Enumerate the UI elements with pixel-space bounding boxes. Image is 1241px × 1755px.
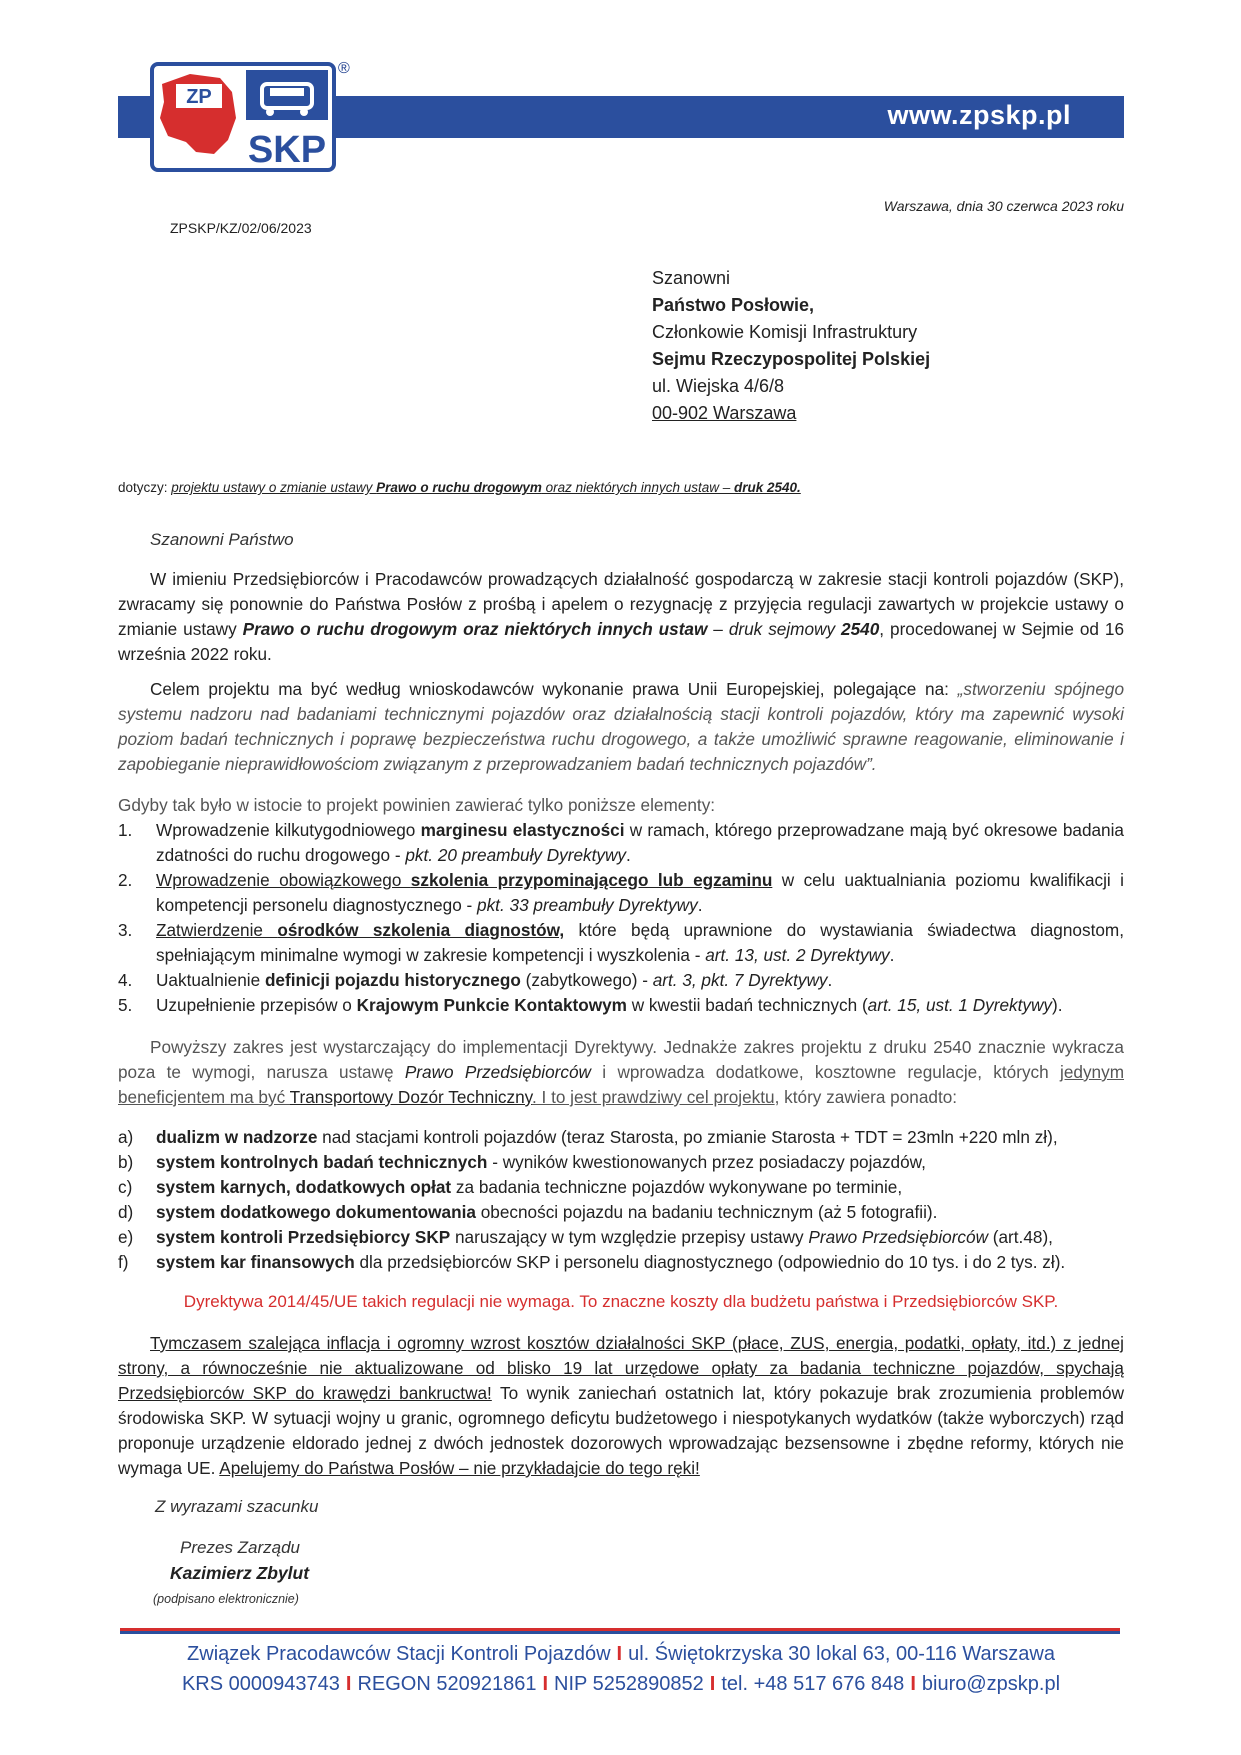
footer-ids [118,1673,1124,1696]
list-item [118,968,1124,993]
text: art. 13, ust. 2 Dyrektywy [705,945,890,965]
additional-regulations-list [118,1125,1124,1275]
footer-divider [120,1631,1120,1634]
text: . [827,970,833,990]
text: ośrodków szkolenia diagnostów, [277,920,565,940]
signature-role: Prezes Zarządu [180,1538,300,1557]
footer-email[interactable]: biuro@zpskp.pl [921,1673,1061,1695]
list-letter: f) [118,1252,129,1272]
text: Apelujemy do Państwa Posłów – nie przykładajcie do tego ręki! [219,1458,700,1478]
footer-nip: NIP 5252890852 [554,1673,704,1695]
text: Prawo Przedsiębiorców [404,1062,591,1082]
list-text [156,1175,1124,1200]
text: pkt. 20 preambuły Dyrektywy [405,845,627,865]
list-text [156,918,1124,968]
text: Tymczasem szalejąca inflacja i ogromny wzrost kosztów działalności SKP (płace, ZUS, energia, podatki, opłaty, itd.) z jednej strony, a równocześnie nie aktualizowane od blisko 19 lat urzędowe opłaty za badania techniczne pojazdów, spychają Przedsiębiorców SKP do krawędzi bankructwa! [118,1333,1124,1403]
list-number: 1. [118,820,133,840]
list-text [156,968,1124,993]
list-item [118,993,1124,1018]
logo-text-skp: SKP [247,129,327,171]
list-number: 4. [118,970,133,990]
regarding-text: oraz niektórych innych ustaw – [541,480,734,495]
list-text [156,1250,1124,1275]
list-item [118,868,1124,918]
regarding-line [118,480,801,495]
regarding-text: Prawo o ruchu drogowym [376,480,542,495]
text: za badania techniczne pojazdów wykonywane po terminie, [451,1177,903,1197]
text: (zabytkowego) - [520,970,653,990]
text: Prawo o ruchu drogowym oraz niektórych innych ustaw [242,619,708,639]
text: system kar finansowych [156,1252,355,1272]
list-number: 2. [118,870,133,890]
footer-phone[interactable]: tel. +48 517 676 848 [721,1673,905,1695]
text: . I to jest prawdziwy cel projektu [531,1087,775,1107]
address-line: Szanowni [652,268,731,288]
text: – [707,619,729,639]
text: Wprowadzenie kilkutygodniowego [156,820,421,840]
text: (art.48), [988,1227,1053,1247]
reference-number: ZPSKP/KZ/02/06/2023 [170,220,312,236]
text: system kontrolnych badań technicznych [156,1152,488,1172]
text: art. 3, pkt. 7 Dyrektywy [652,970,828,990]
text: . [697,895,703,915]
address-line: ul. Wiejska 4/6/8 [652,376,785,396]
text: definicji pojazdu historycznego [264,970,521,990]
text: Wprowadzenie obowiązkowego [156,870,411,890]
regarding-label: dotyczy: [118,480,172,495]
text: system karnych, dodatkowych opłat [156,1177,452,1197]
list-item [118,1225,1124,1250]
text: , który zawiera ponadto: [774,1087,958,1107]
list-item [118,1125,1124,1150]
recipient-address [652,265,930,427]
footer-separator: I [709,1673,716,1695]
list-text [156,1150,1124,1175]
paragraph-appeal [118,1331,1124,1481]
footer-separator: I [345,1673,352,1695]
signature-name: Kazimierz Zbylut [170,1563,310,1583]
list-letter: e) [118,1227,134,1247]
zpskp-logo [150,62,336,172]
text: szkolenia przypominającego lub egzaminu [410,870,773,890]
list-text [156,1200,1124,1225]
footer-separator: I [910,1673,916,1695]
footer-street: ul. Świętokrzyska 30 lokal 63, 00-116 Warszawa [628,1643,1055,1665]
registered-mark: ® [338,60,350,77]
regarding-text: projektu ustawy o zmianie ustawy [171,480,377,495]
text: system dodatkowego dokumentowania [156,1202,476,1222]
text: nad stacjami kontroli pojazdów (teraz Starosta, po zmianie Starosta + TDT = 23mln +220 mln zł), [317,1127,1058,1147]
text: jedynym beneficjentem ma być [118,1062,1125,1107]
list-item [118,1150,1124,1175]
list-letter: b) [118,1152,134,1172]
address-line: Sejmu Rzeczypospolitej Polskiej [652,349,931,369]
text: , procedowanej w Sejmie od 16 września 2022 roku. [118,619,1125,664]
paragraph-scope [118,1035,1124,1110]
list-text [156,1125,1124,1150]
footer-org: Związek Pracodawców Stacji Kontroli Pojazdów [187,1643,611,1665]
list-letter: a) [118,1127,134,1147]
directive-note: Dyrektywa 2014/45/UE takich regulacji nie wymaga. To znaczne koszty dla budżetu państwa i Przedsiębiorców SKP. [183,1292,1059,1311]
list-item [118,1175,1124,1200]
text: które będą uprawnione do wystawiania świadectwa diagnostom, spełniającym minimalne wymogi w zakresie kompetencji i wyszkolenia - [156,920,1124,965]
text: Celem projektu ma być według wnioskodawców wykonanie prawa Unii Europejskiej, polegające na: [150,679,958,699]
regarding-text: druk 2540. [733,480,801,495]
required-elements-list [118,818,1124,1018]
text: system kontroli Przedsiębiorcy SKP [156,1227,451,1247]
text: art. 15, ust. 1 Dyrektywy [867,995,1053,1015]
paragraph-goal [118,677,1124,777]
footer-address [118,1643,1124,1666]
footer-regon: REGON 520921861 [357,1673,537,1695]
text: ). [1052,995,1063,1015]
address-line: 00-902 Warszawa [652,403,797,423]
text: obecności pojazdu na badaniu technicznym (aż 5 fotografii). [475,1202,938,1222]
text: W imieniu Przedsiębiorców i Pracodawców prowadzących działalność gospodarczą w zakresie stacji kontroli pojazdów (SKP), zwracamy się ponownie do Państwa Posłów z prośbą i apelem o rezygnację z przyjęcia regulacji zawartych w projekcie ustawy o zmianie ustawy [118,569,1124,639]
text: naruszający w tym względzie przepisy ustawy [450,1227,809,1247]
closing: Z wyrazami szacunku [155,1497,319,1516]
text: Transportowy Dozór Techniczny [289,1087,532,1107]
list-item [118,1250,1124,1275]
list-item [118,918,1124,968]
list-item [118,1200,1124,1225]
text: . [626,845,631,865]
list-text [156,868,1124,918]
list-number: 5. [118,995,133,1015]
list-number: 3. [118,920,133,940]
quote: „stworzeniu spójnego systemu nadzoru nad badaniami technicznymi pojazdów oraz działalnością stacji kontroli pojazdów, który ma zapewnić wysoki poziom badań technicznych i poprawę bezpieczeństwa ruchu drogowego, a także umożliwić sprawne reagowanie, eliminowanie i zapobieganie nieprawidłowościom związanym z przeprowadzaniem badań technicznych pojazdów”. [118,679,1125,774]
letter-date: Warszawa, dnia 30 czerwca 2023 roku [883,198,1124,214]
text: Krajowym Punkcie Kontaktowym [356,995,627,1015]
text: To wynik zaniechań ostatnich lat, który pokazuje brak zrozumienia problemów środowiska SKP. W sytuacji wojny u granic, ogromnego deficytu budżetowego i niespotykanych wydatków (także wyborczych) rząd proponuje urządzenie eldorado jednej z dwóch jednostek dozorowych wprowadzając bezsensowne i zbędne reformy, których nie wymaga UE. [118,1383,1124,1478]
text: - wyników kwestionowanych przez posiadaczy pojazdów, [487,1152,926,1172]
address-line: Członkowie Komisji Infrastruktury [652,322,918,342]
text: Powyższy zakres jest wystarczający do implementacji Dyrektywy. Jednakże zakres projektu z druku 2540 znacznie wykracza poza te wymogi, narusza ustawę [118,1037,1124,1082]
text: w celu uaktualniania poziomu kwalifikacji i kompetencji personelu diagnostycznego - [156,870,1124,915]
text: Prawo Przedsiębiorców [808,1227,988,1247]
text: dualizm w nadzorze [156,1127,318,1147]
text: Uzupełnienie przepisów o [156,995,357,1015]
text: dla przedsiębiorców SKP i personelu diagnostycznego (odpowiednio do 10 tys. i do 2 tys. zł). [354,1252,1066,1272]
text: druk sejmowy [728,619,842,639]
paragraph-intro [118,567,1124,667]
website-link[interactable]: www.zpskp.pl [887,100,1071,130]
salutation: Szanowni Państwo [150,530,294,549]
text: marginesu elastyczności [420,820,625,840]
signature-note: (podpisano elektronicznie) [153,1592,299,1606]
text: w kwestii badań technicznych ( [626,995,868,1015]
text: w ramach, którego przeprowadzane mają być okresowe badania zdatności do ruchu drogowego - [156,820,1124,865]
list-letter: c) [118,1177,133,1197]
footer-separator: I [616,1643,623,1665]
footer-krs: KRS 0000943743 [181,1673,340,1695]
list-text [156,993,1124,1018]
footer-separator: I [542,1673,549,1695]
text: 2540 [841,619,880,639]
list-text [156,818,1124,868]
list-text [156,1225,1124,1250]
text: i wprowadza dodatkowe, kosztowne regulacje, których [590,1062,1061,1082]
address-line: Państwo Posłowie, [652,295,815,315]
text: Zatwierdzenie [156,920,278,940]
paragraph-list-intro: Gdyby tak było w istocie to projekt powinien zawierać tylko poniższe elementy: [118,795,716,815]
text: . [889,945,895,965]
text: pkt. 33 preambuły Dyrektywy [477,895,698,915]
text: Uaktualnienie [156,970,265,990]
logo-text-zp: ZP [186,86,212,108]
list-item [118,818,1124,868]
list-letter: d) [118,1202,134,1222]
